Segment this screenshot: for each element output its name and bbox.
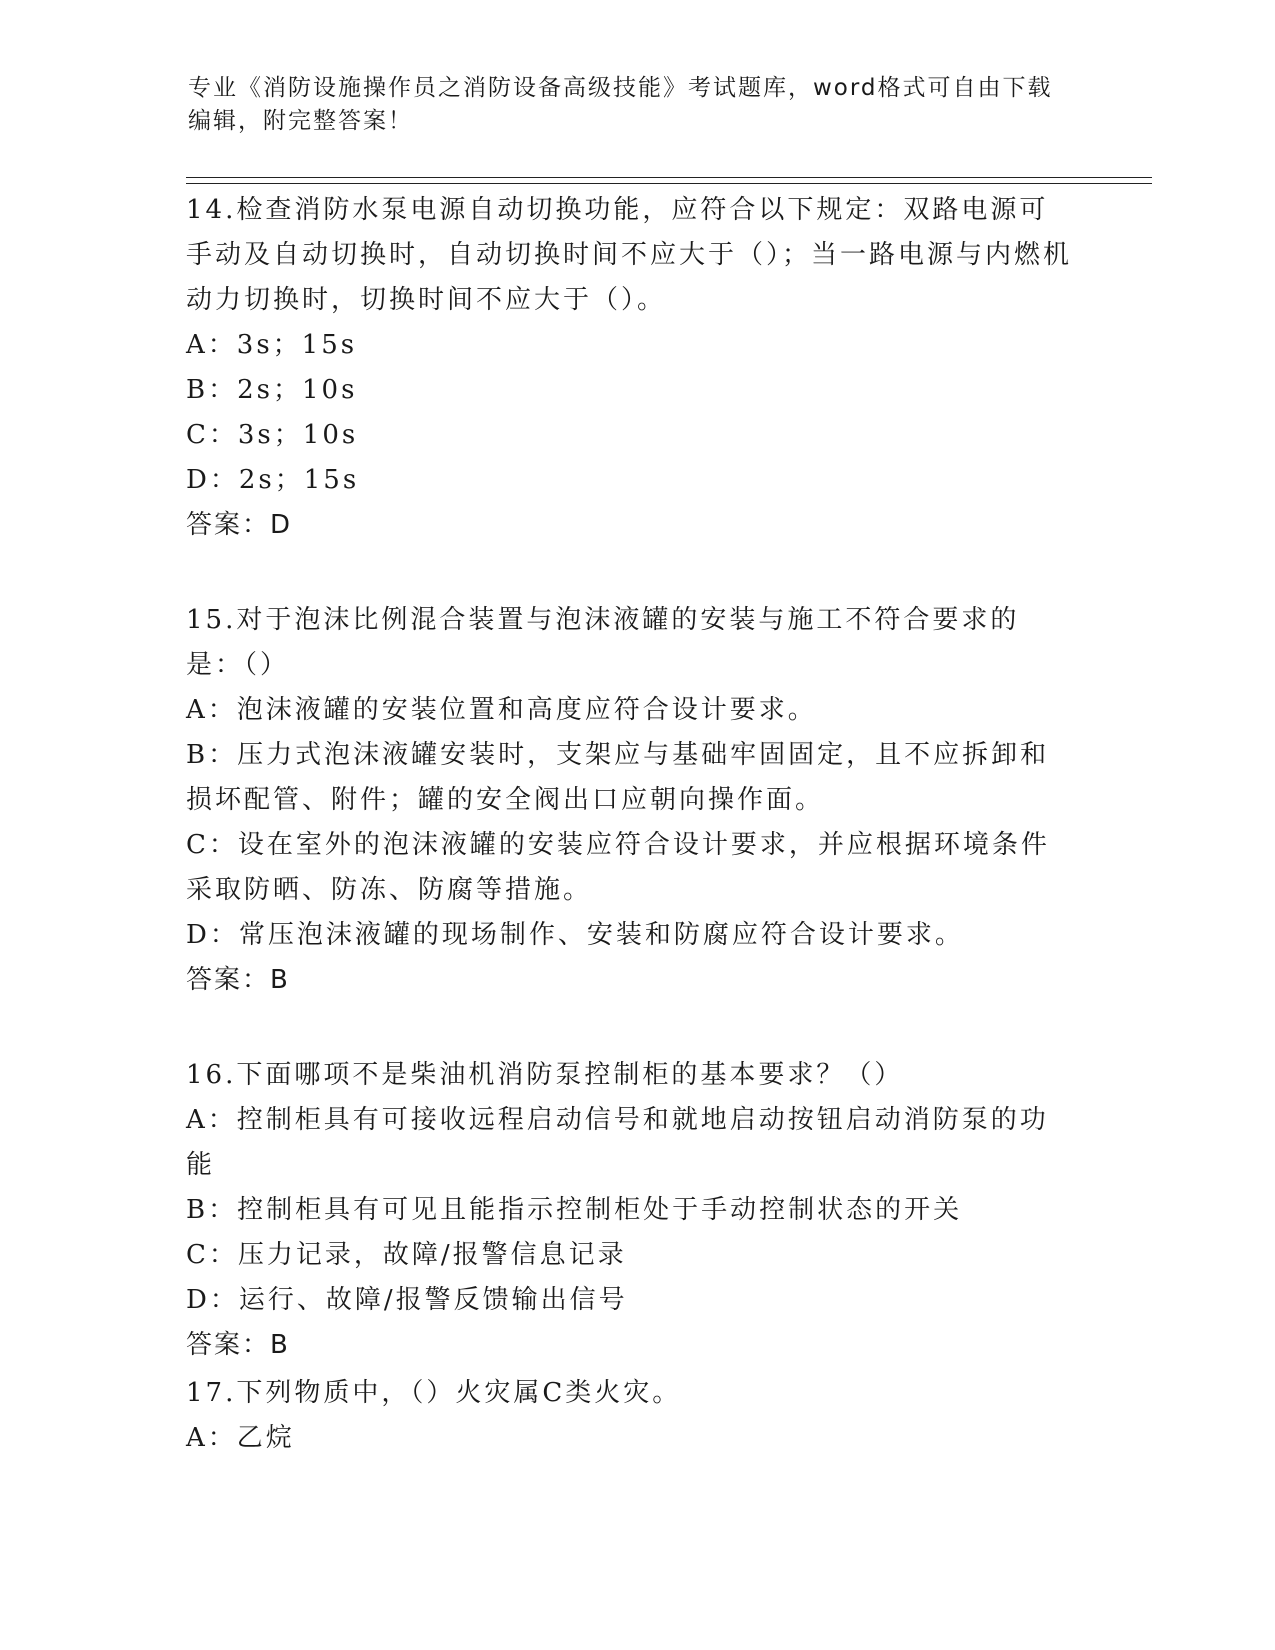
header-divider-top <box>186 177 1152 178</box>
option-c: C：压力记录，故障/报警信息记录 <box>186 1240 627 1270</box>
question-14 <box>186 188 1076 548</box>
option-a: A：泡沫液罐的安装位置和高度应符合设计要求。 <box>186 695 817 725</box>
question-16 <box>186 1053 1076 1368</box>
option-a: A：3s；15s <box>186 330 358 360</box>
option-a: A：乙烷 <box>186 1423 295 1453</box>
question-text: 17.下列物质中，（）火灾属C类火灾。 <box>186 1378 682 1408</box>
answer: 答案：B <box>186 965 290 995</box>
question-17 <box>186 1371 1076 1461</box>
question-text: 14.检查消防水泵电源自动切换功能，应符合以下规定：双路电源可手动及自动切换时，自动切换时间不应大于（）；当一路电源与内燃机动力切换时，切换时间不应大于（）。 <box>186 195 1073 315</box>
option-d: D：运行、故障/报警反馈输出信号 <box>186 1285 628 1315</box>
answer: 答案：D <box>186 510 293 540</box>
option-a: A：控制柜具有可接收远程启动信号和就地启动按钮启动消防泵的功能 <box>186 1105 1049 1180</box>
document-intro: 专业《消防设施操作员之消防设备高级技能》考试题库，word格式可自由下载编辑，附完整答案！ <box>188 75 1053 134</box>
option-d: D：2s；15s <box>186 465 360 495</box>
option-c: C：3s；10s <box>186 420 359 450</box>
option-b: B：2s；10s <box>186 375 358 405</box>
question-text: 15.对于泡沫比例混合装置与泡沫液罐的安装与施工不符合要求的是：（） <box>186 605 1020 680</box>
question-15 <box>186 598 1076 1003</box>
header-divider-bottom <box>186 183 1152 184</box>
option-b: B：控制柜具有可见且能指示控制柜处于手动控制状态的开关 <box>186 1195 963 1225</box>
option-d: D：常压泡沫液罐的现场制作、安装和防腐应符合设计要求。 <box>186 920 964 950</box>
option-b: B：压力式泡沫液罐安装时，支架应与基础牢固固定，且不应拆卸和损坏配管、附件；罐的安全阀出口应朝向操作面。 <box>186 740 1050 815</box>
answer: 答案：B <box>186 1330 290 1360</box>
option-c: C：设在室外的泡沫液罐的安装应符合设计要求，并应根据环境条件采取防晒、防冻、防腐等措施。 <box>186 830 1050 905</box>
question-text: 16.下面哪项不是柴油机消防泵控制柜的基本要求？（） <box>186 1060 904 1090</box>
